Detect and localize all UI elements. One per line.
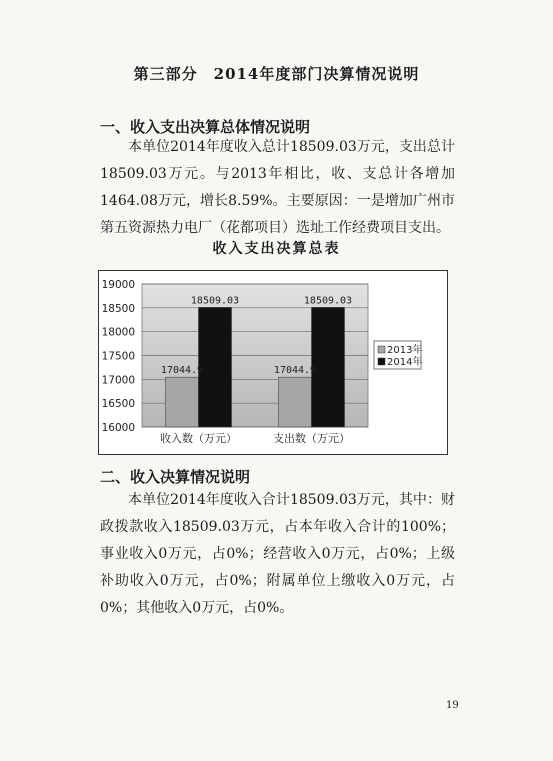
y-tick-label: 17500 xyxy=(101,350,135,363)
data-label: 18509.03 xyxy=(190,295,240,307)
income-expense-chart xyxy=(98,270,448,455)
data-label: 17044.9 xyxy=(273,365,317,377)
legend-label: 2014年 xyxy=(387,357,423,368)
x-tick-label: 收入数（万元） xyxy=(160,432,237,445)
y-tick-label: 16000 xyxy=(101,422,135,434)
y-tick-label: 18500 xyxy=(101,302,135,315)
page-number: 19 xyxy=(446,700,459,711)
y-tick-label: 17000 xyxy=(101,374,135,387)
y-tick-label: 19000 xyxy=(101,279,135,291)
legend xyxy=(374,341,422,369)
section-2-heading: 二、收入决算情况说明 xyxy=(100,468,251,486)
legend-swatch xyxy=(378,358,385,365)
bar xyxy=(199,307,232,427)
data-label: 17044.9 xyxy=(160,365,204,377)
bar xyxy=(312,307,345,427)
section-1-heading: 一、收入支出决算总体情况说明 xyxy=(100,118,311,136)
data-label: 18509.03 xyxy=(303,295,353,307)
section-1-paragraph: 本单位2014年度收入总计18509.03万元，支出总计18509.03万元。与2013年相比，收、支总计各增加1464.08万元，增长8.59%。主要原因：一是增加广州市第五资源热力电厂（花都项目）选址工作经费项目支出。 xyxy=(100,139,455,236)
bar xyxy=(279,377,312,427)
section-2-paragraph: 本单位2014年度收入合计18509.03万元，其中：财政拨款收入18509.03万元，占本年收入合计的100%；事业收入0万元，占0%；经营收入0万元，占0%；上级补助收入0万元，占0%；附属单位上缴收入0万元，占0%；其他收入0万元，占0%。 xyxy=(100,492,455,616)
part-title: 第三部分 2014年度部门决算情况说明 xyxy=(133,65,420,83)
chart-title: 收入支出决算总表 xyxy=(212,241,341,257)
bar xyxy=(166,377,199,427)
legend-swatch xyxy=(378,346,385,353)
legend-label: 2013年 xyxy=(387,345,423,356)
y-tick-label: 16500 xyxy=(101,398,135,411)
x-tick-label: 支出数（万元） xyxy=(273,432,350,445)
y-tick-label: 18000 xyxy=(101,326,135,339)
